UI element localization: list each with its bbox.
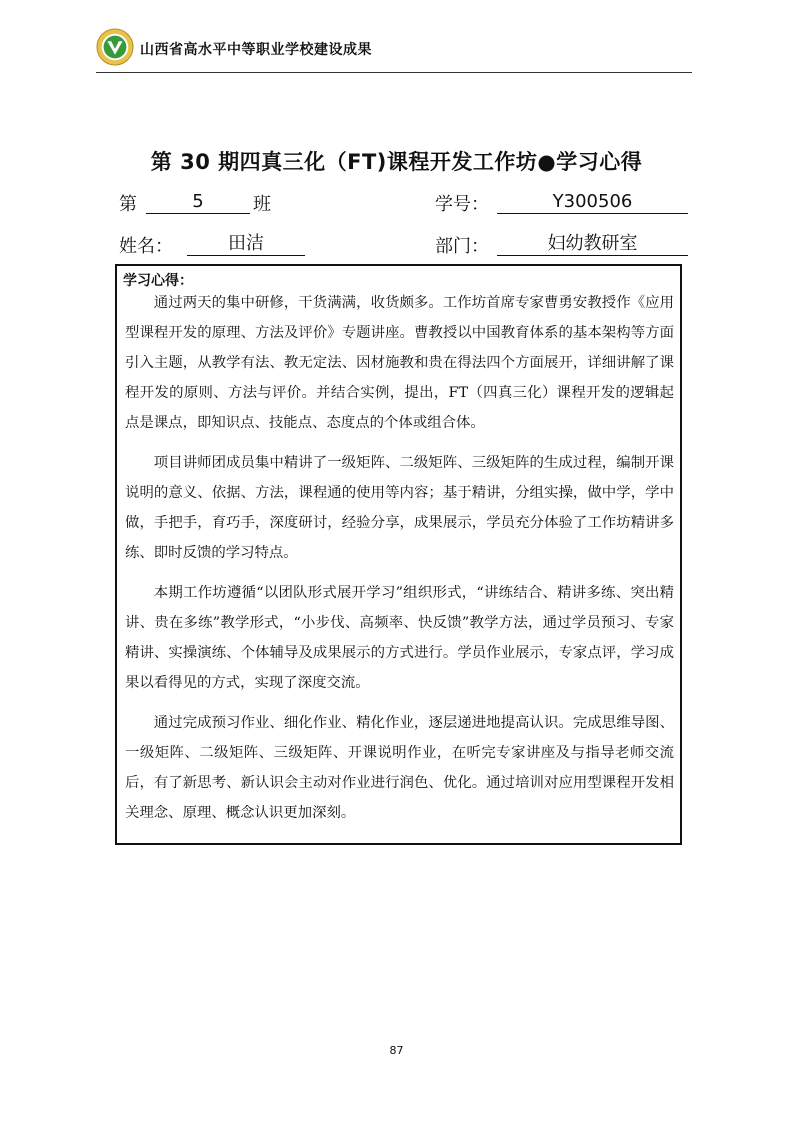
header-divider bbox=[96, 72, 692, 73]
name-field: 田洁 bbox=[187, 233, 305, 256]
paragraph-4: 通过完成预习作业、细化作业、精化作业，逐层递进地提高认识。完成思维导图、一级矩阵、二级矩阵、三级矩阵、开课说明作业，在听完专家讲座及与指导老师交流后，有了新思考、新认识会主动对作业进行润色、优化。通过培训对应用型课程开发相关理念、原理、概念认识更加深刻。 bbox=[125, 715, 674, 821]
class-suffix-label: 班 bbox=[253, 194, 271, 215]
paragraph-1: 通过两天的集中研修，干货满满，收货颇多。工作坊首席专家曹勇安教授作《应用型课程开发的原理、方法及评价》专题讲座。曹教授以中国教育体系的基本架构等方面引入主题，从教学有法、教无定法、因材施教和贵在得法四个方面展开，详细讲解了课程开发的原则、方法与评价。并结合实例，提出，FT（四真三化）课程开发的逻辑起点是课点，即知识点、技能点、态度点的个体或组合体。 bbox=[125, 295, 674, 431]
department-label: 部门： bbox=[435, 236, 489, 257]
header-title: 山西省高水平中等职业学校建设成果 bbox=[140, 42, 372, 58]
document-title: 第 30 期四真三化（FT)课程开发工作坊●学习心得 bbox=[150, 150, 643, 174]
paragraph-3: 本期工作坊遵循“以团队形式展开学习”组织形式，“讲练结合、精讲多练、突出精讲、贵在多练”教学形式，“小步伐、高频率、快反馈”教学方法，通过学员预习、专家精讲、实操演练、个体辅导及成果展示的方式进行。学员作业展示，专家点评，学习成果以看得见的方式，实现了深度交流。 bbox=[125, 585, 674, 691]
page-number: 87 bbox=[389, 1044, 404, 1057]
class-prefix-label: 第 bbox=[119, 194, 137, 215]
department-field: 妇幼教研室 bbox=[497, 233, 688, 256]
reflection-box bbox=[115, 264, 682, 845]
name-label: 姓名： bbox=[119, 236, 173, 257]
reflection-heading: 学习心得： bbox=[123, 273, 193, 289]
reflection-content bbox=[125, 288, 674, 838]
class-number-field: 5 bbox=[146, 191, 250, 214]
student-id-label: 学号： bbox=[435, 194, 489, 215]
school-emblem-icon bbox=[96, 28, 134, 66]
paragraph-2: 项目讲师团成员集中精讲了一级矩阵、二级矩阵、三级矩阵的生成过程，编制开课说明的意义、依据、方法，课程通的使用等内容；基于精讲，分组实操，做中学，学中做，手把手，育巧手，深度研讨，经验分享，成果展示，学员充分体验了工作坊精讲多练、即时反馈的学习特点。 bbox=[125, 455, 674, 561]
student-id-field: Y300506 bbox=[497, 191, 688, 214]
page-header bbox=[96, 28, 692, 72]
